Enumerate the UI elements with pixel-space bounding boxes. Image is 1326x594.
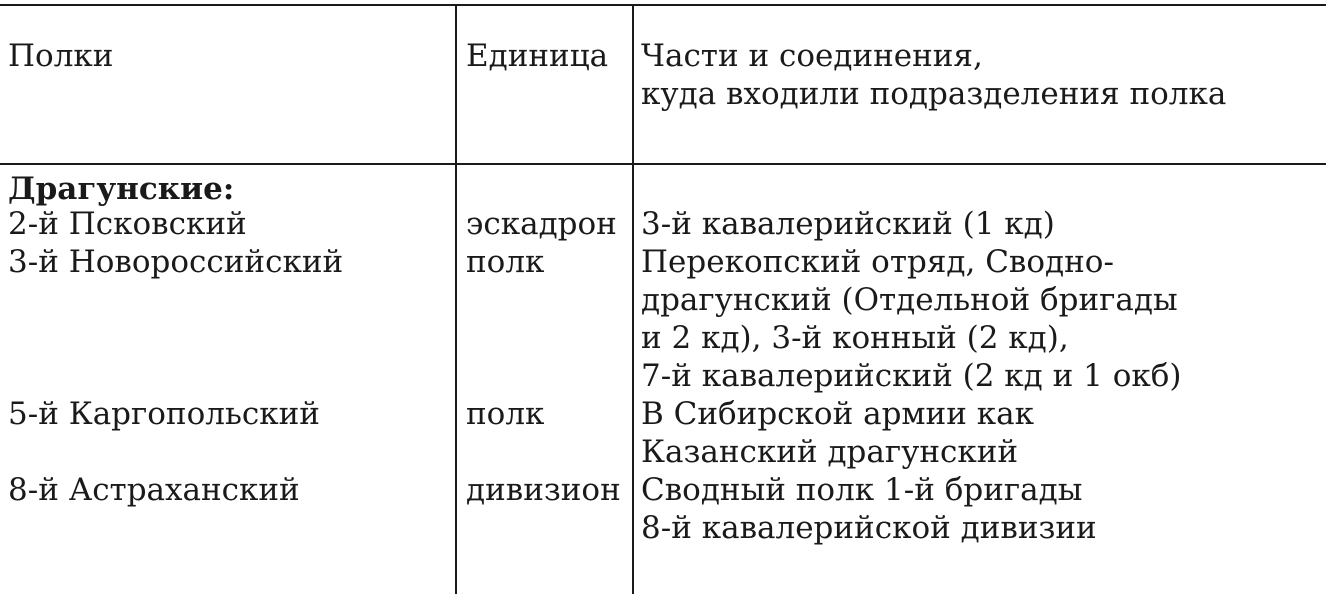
header-parts-line: Части и соединения, — [641, 38, 983, 74]
regiment-name: 3-й Новороссийский — [8, 244, 344, 280]
group-title-dragoons: Драгунские: — [8, 171, 235, 207]
regiment-name: 2-й Псковский — [8, 206, 247, 242]
header-bottom-rule — [0, 163, 1326, 165]
units-column — [466, 205, 621, 509]
parts-line: 3-й кавалерийский (1 кд) — [641, 206, 1055, 242]
column-divider-2 — [632, 4, 634, 594]
unit-value: дивизион — [466, 472, 621, 508]
regiment-name: 5-й Каргопольский — [8, 396, 320, 432]
unit-value: полк — [466, 396, 545, 432]
regiment-name: 8-й Астраханский — [8, 472, 300, 508]
header-regiments: Полки — [8, 38, 114, 74]
column-divider-1 — [455, 4, 457, 594]
table-top-rule — [0, 4, 1326, 6]
parts-line: В Сибирской армии как — [641, 396, 1034, 432]
header-unit: Единица — [466, 38, 609, 74]
header-parts — [641, 37, 1226, 113]
parts-line: Сводный полк 1-й бригады — [641, 472, 1083, 508]
parts-column — [641, 205, 1182, 547]
parts-line: драгунский (Отдельной бригады — [641, 282, 1178, 318]
unit-value: эскадрон — [466, 206, 617, 242]
parts-line: 8-й кавалерийской дивизии — [641, 510, 1097, 546]
header-parts-line: куда входили подразделения полка — [641, 76, 1227, 112]
regiments-column — [8, 205, 343, 509]
parts-line: Перекопский отряд, Сводно- — [641, 244, 1114, 280]
unit-value: полк — [466, 244, 545, 280]
parts-line: и 2 кд), 3-й конный (2 кд), — [641, 320, 1069, 356]
parts-line: Казанский драгунский — [641, 434, 1019, 470]
parts-line: 7-й кавалерийский (2 кд и 1 окб) — [641, 358, 1182, 394]
